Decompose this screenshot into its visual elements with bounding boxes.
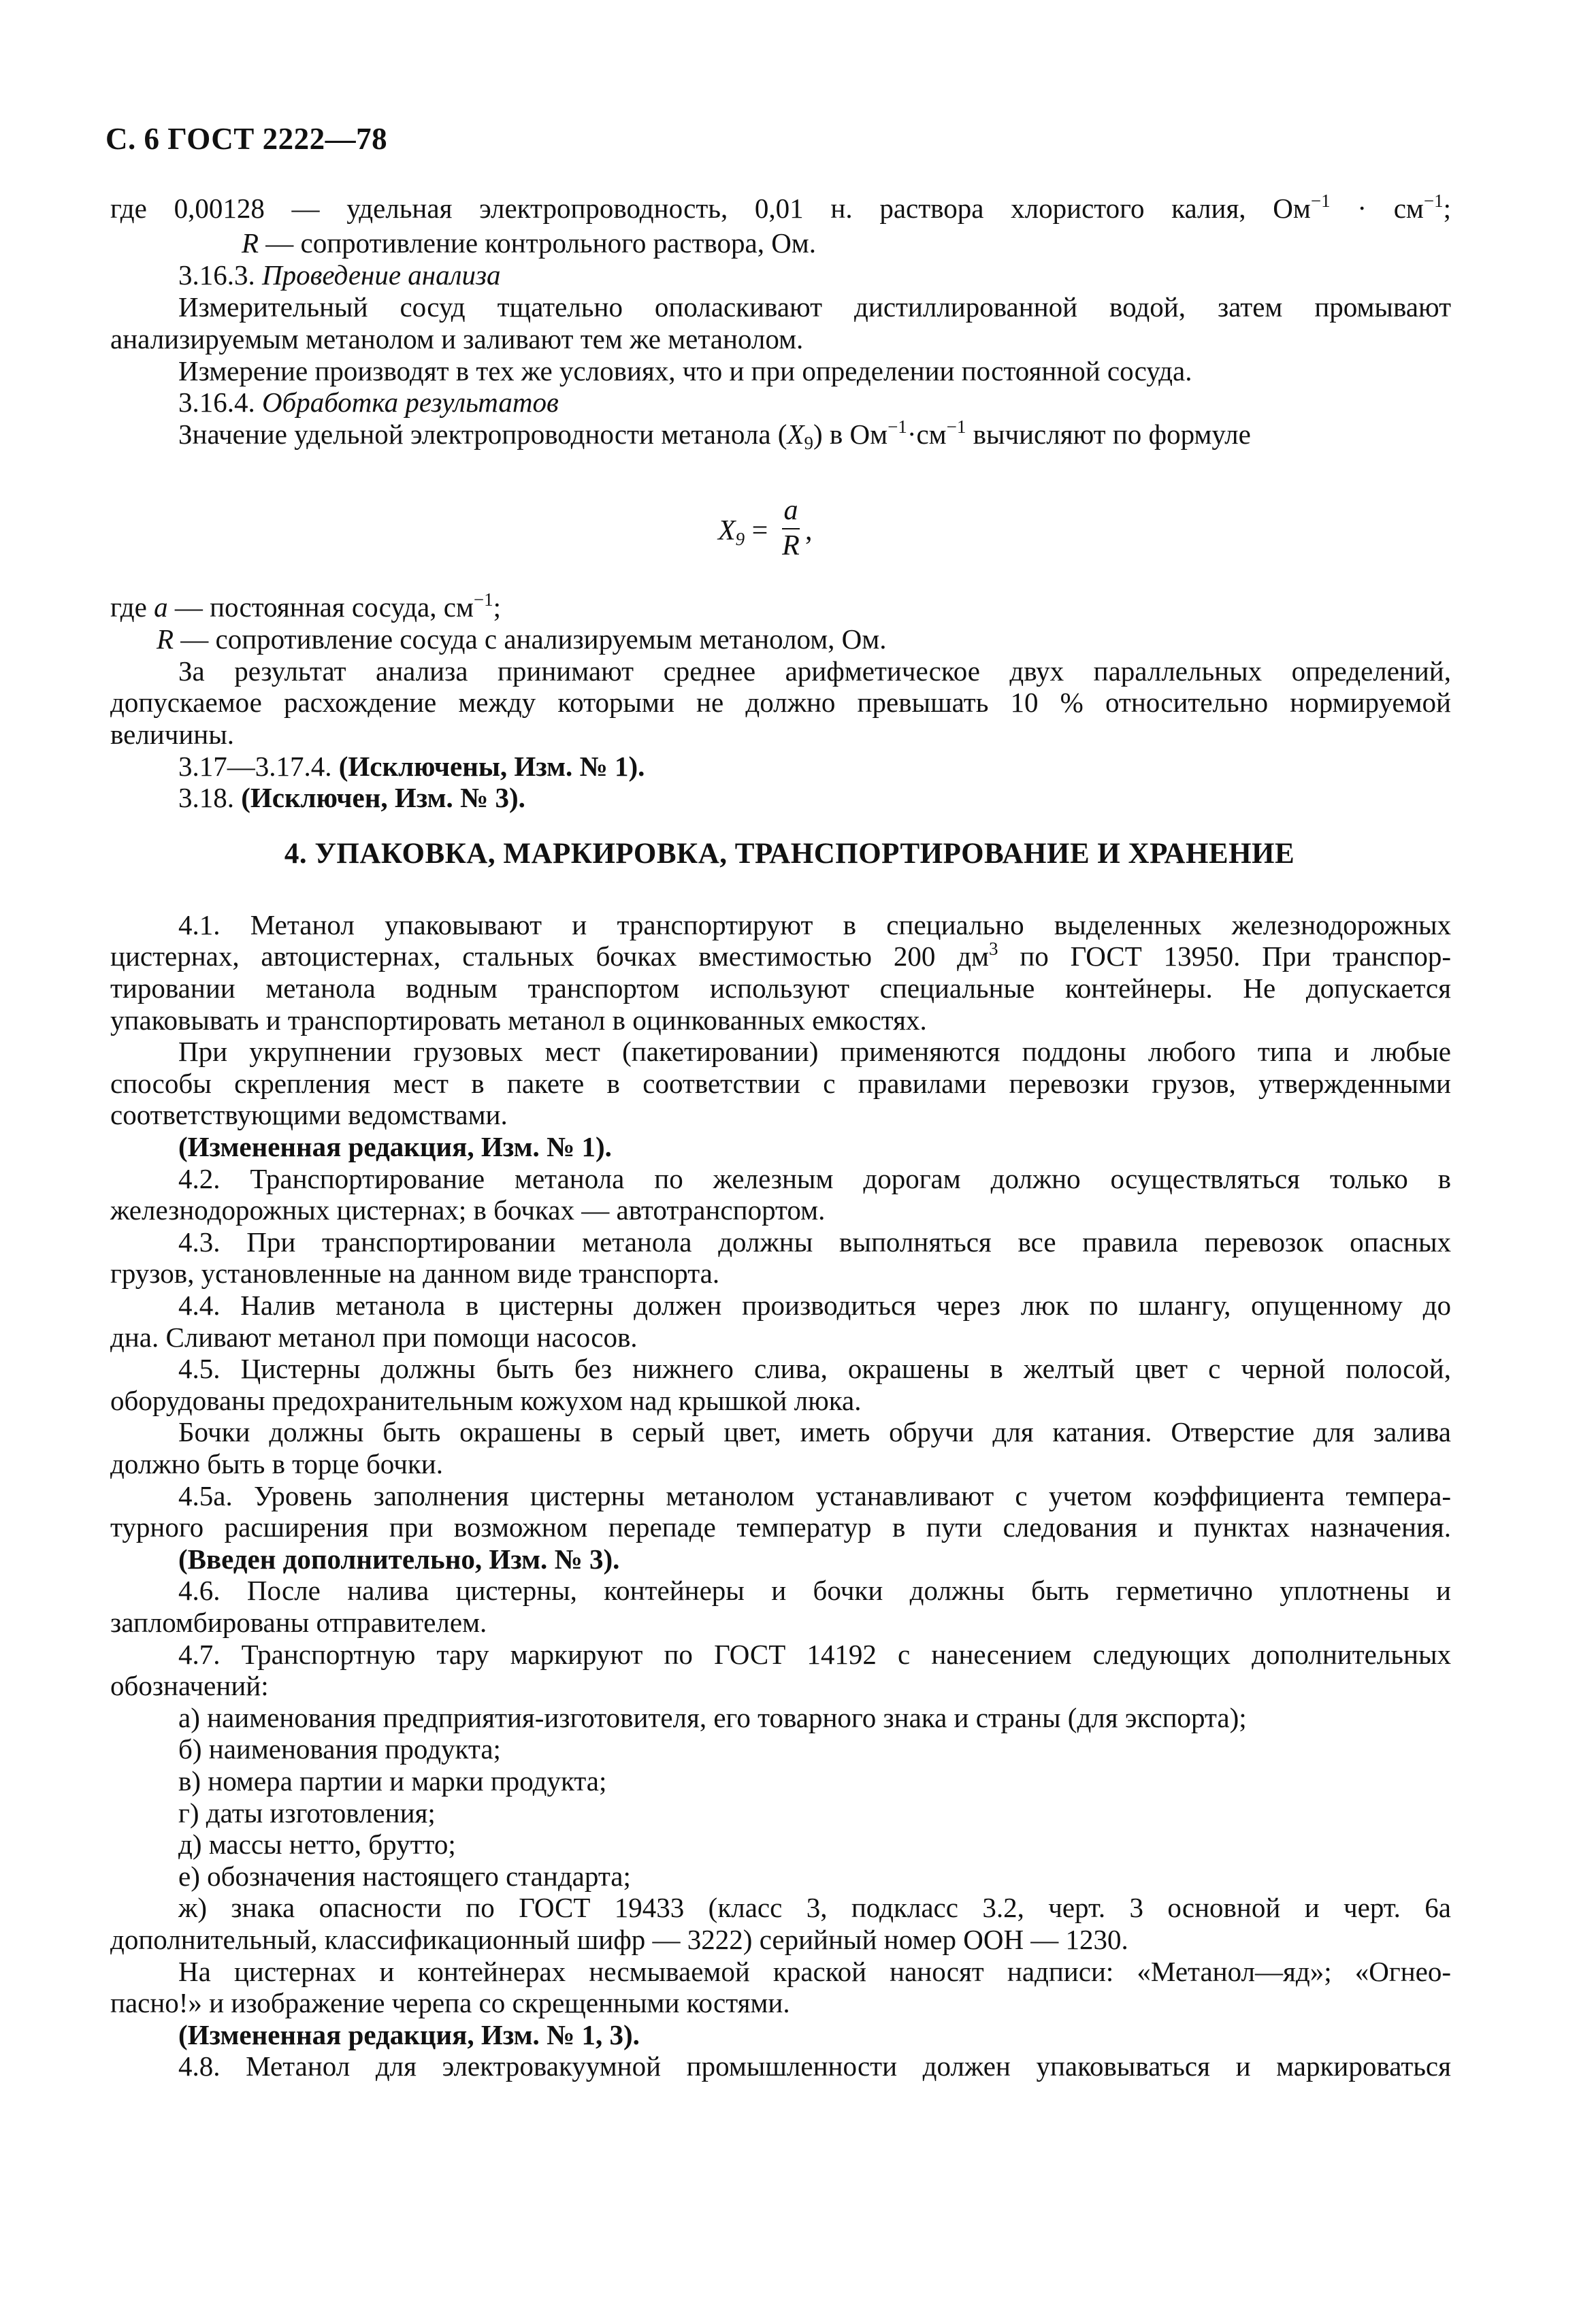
text-line: обозначений: [110, 1670, 269, 1701]
formula-denominator: R [782, 530, 800, 561]
text-line: грузов, установленные на данном виде транспорта. [110, 1258, 720, 1289]
text-line: 4.6. После налива цистерны, контейнеры и бочки должны быть герметично уплотнены и [178, 1575, 1451, 1606]
amendment-note: (Введен дополнительно, Изм. № 3). [178, 1543, 620, 1575]
text-line: оборудованы предохранительным кожухом над крышкой люка. [110, 1385, 862, 1416]
text-line: Значение удельной электропроводности метанола $(X_9)$ в $Ом^{-1}\cdot см^{-1}$ вычисляют по формуле [178, 416, 1251, 453]
text-line: R — сопротивление контрольного раствора, Ом. [242, 227, 817, 259]
text-line: Измерение производят в тех же условиях, что и при определении постоянной сосуда. [178, 355, 1192, 387]
text-line: где a — постоянная сосуда, $см^{-1}$; [110, 589, 502, 623]
subsection-heading: 3.16.4. Обработка результатов [178, 387, 559, 418]
text-line: 4.8. Метанол для электровакуумной промышленности должен упаковываться и маркироваться [178, 2050, 1451, 2082]
text-line: способы скрепления мест в пакете в соответствии с правилами перевозки грузов, утвержденными [110, 1068, 1451, 1099]
text-line: 4.5. Цистерны должны быть без нижнего слива, окрашены в желтый цвет с черной полосой, [178, 1353, 1451, 1384]
amendment-note: (Измененная редакция, Изм. № 1, 3). [178, 2019, 640, 2050]
text-line: Измерительный сосуд тщательно ополаскивают дистиллированной водой, затем промывают [178, 291, 1451, 323]
text-line: величины. [110, 719, 235, 750]
text-line: На цистернах и контейнерах несмываемой краской наносят надписи: «Метанол—яд»; «Огнео- [178, 1956, 1451, 1987]
subsection-heading: 3.16.3. Проведение анализа [178, 259, 501, 291]
text-line: 3.17—3.17.4. (Исключены, Изм. № 1). [178, 751, 645, 782]
text-line: Бочки должны быть окрашены в серый цвет, иметь обручи для катания. Отверстие для залива [178, 1416, 1451, 1447]
text-line: 4.1. Метанол упаковывают и транспортируют в специально выделенных железнодорожных [178, 909, 1451, 940]
list-item: д) массы нетто, брутто; [178, 1829, 456, 1860]
text-line: пасно!» и изображение черепа со скрещенными костями. [110, 1987, 790, 2018]
text-line: должно быть в торце бочки. [110, 1448, 443, 1479]
text-line: 4.5а. Уровень заполнения цистерны метанолом устанавливают с учетом коэффициента темпера- [178, 1480, 1451, 1511]
text-line: запломбированы отправителем. [110, 1607, 487, 1638]
list-item: в) номера партии и марки продукта; [178, 1765, 607, 1797]
formula-comma: , [805, 515, 813, 546]
text-line: R — сопротивление сосуда с анализируемым метанолом, Ом. [157, 623, 887, 655]
text-line: турного расширения при возможном перепаде температур в пути следования и пунктах назначения. [110, 1511, 1451, 1543]
text-line: дна. Сливают метанол при помощи насосов. [110, 1322, 638, 1353]
text-line: анализируемым метанолом и заливают тем же метанолом. [110, 323, 804, 355]
text-line: 4.3. При транспортировании метанола должны выполняться все правила перевозок опасных [178, 1226, 1451, 1258]
text-line: При укрупнении грузовых мест (пакетировании) применяются поддоны любого типа и любые [178, 1036, 1451, 1067]
text-line: 3.18. (Исключен, Изм. № 3). [178, 782, 525, 813]
text-line: допускаемое расхождение между которыми не должно превышать 10 % относительно нормируемой [110, 687, 1451, 718]
text-line: 4.4. Налив метанола в цистерны должен производиться через люк по шлангу, опущенному до [178, 1290, 1451, 1321]
formula-numerator: a [783, 495, 798, 526]
text-line: дополнительный, классификационный шифр — 3222) серийный номер ООН — 1230. [110, 1924, 1128, 1955]
list-item: г) даты изготовления; [178, 1797, 436, 1829]
list-item: ж) знака опасности по ГОСТ 19433 (класс 3, подкласс 3.2, черт. 3 основной и черт. 6а [178, 1892, 1451, 1923]
text-line: За результат анализа принимают среднее арифметическое двух параллельных определений, [178, 655, 1451, 687]
text-line: 4.7. Транспортную тару маркируют по ГОСТ 14192 с нанесением следующих дополнительных [178, 1639, 1451, 1670]
page-header: С. 6 ГОСТ 2222—78 [105, 122, 388, 156]
fraction-bar [782, 528, 800, 529]
amendment-note: (Измененная редакция, Изм. № 1). [178, 1131, 612, 1162]
text-line: соответствующими ведомствами. [110, 1099, 508, 1130]
text-line: 4.2. Транспортирование метанола по железным дорогам должно осуществляться только в [178, 1163, 1451, 1194]
text-line: железнодорожных цистернах; в бочках — автотранспортом. [110, 1194, 826, 1226]
list-item: б) наименования продукта; [178, 1733, 501, 1765]
text-line: упаковывать и транспортировать метанол в оцинкованных емкостях. [110, 1004, 927, 1036]
list-item: а) наименования предприятия-изготовителя, его товарного знака и страны (для экспорта); [178, 1702, 1247, 1733]
list-item: е) обозначения настоящего стандарта; [178, 1861, 631, 1892]
section-title: 4. УПАКОВКА, МАРКИРОВКА, ТРАНСПОРТИРОВАНИЕ И ХРАНЕНИЕ [284, 838, 1295, 870]
text-line: цистернах, автоцистернах, стальных бочках вместимостью 200 $дм^3$ по ГОСТ 13950. При транспор- [110, 938, 1451, 972]
text-line: тировании метанола водным транспортом используют специальные контейнеры. Не допускается [110, 972, 1451, 1004]
formula-lhs: $X_9$ = [718, 515, 768, 549]
text-line: где 0,00128 — удельная электропроводность, 0,01 н. раствора хлористого калия, $Ом^{-1} \cdot см^{-1}$; [110, 191, 1451, 224]
